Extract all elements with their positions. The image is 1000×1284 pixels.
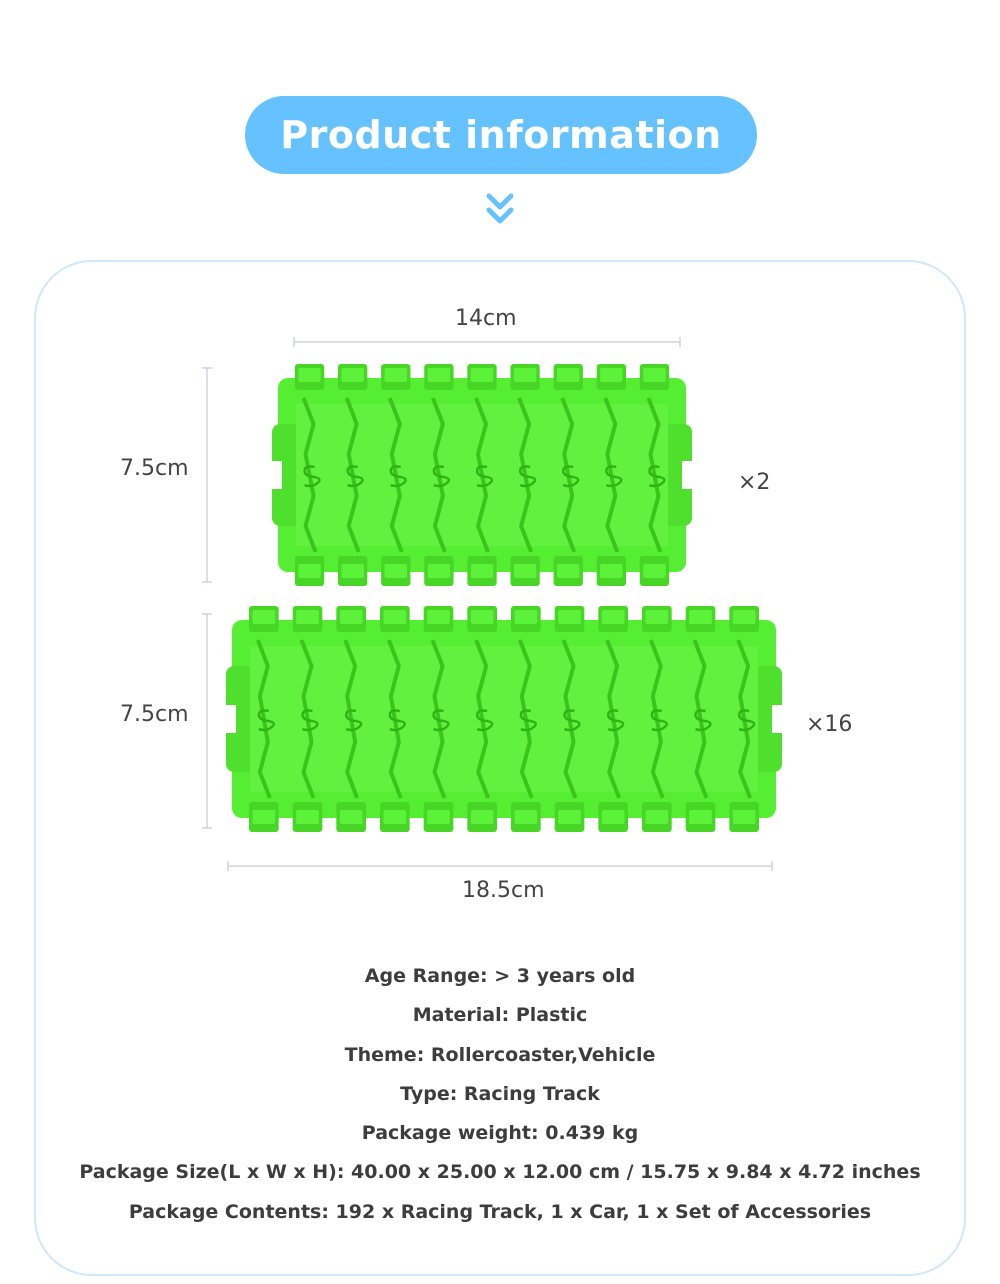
bottom-track-height-label: 7.5cm <box>120 702 189 727</box>
spec-package-weight: Package weight: 0.439 kg <box>361 1122 639 1145</box>
spec-age-range: Age Range: > 3 years old <box>364 965 636 987</box>
bottom-track-quantity: ×16 <box>806 712 853 737</box>
spec-theme: Theme: Rollercoaster,Vehicle <box>344 1043 656 1066</box>
spec-package-contents: Package Contents: 192 x Racing Track, 1 x Car, 1 x Set of Accessories <box>128 1200 872 1223</box>
section-title: Product information <box>280 113 722 157</box>
top-track-quantity: ×2 <box>738 470 771 495</box>
track-piece-long <box>226 606 782 832</box>
track-piece-short <box>272 364 692 586</box>
bottom-track-width-label: 18.5cm <box>462 878 545 903</box>
top-track-width-label: 14cm <box>455 306 517 331</box>
section-title-banner <box>245 96 757 174</box>
spec-material: Material: Plastic <box>412 1004 588 1027</box>
double-chevron-down-icon <box>484 192 516 232</box>
top-track-height-label: 7.5cm <box>120 456 189 481</box>
spec-list <box>0 960 1000 1235</box>
spec-type: Type: Racing Track <box>400 1082 600 1105</box>
spec-package-size: Package Size(L x W x H): 40.00 x 25.00 x 12.00 cm / 15.75 x 9.84 x 4.72 inches <box>79 1161 921 1184</box>
